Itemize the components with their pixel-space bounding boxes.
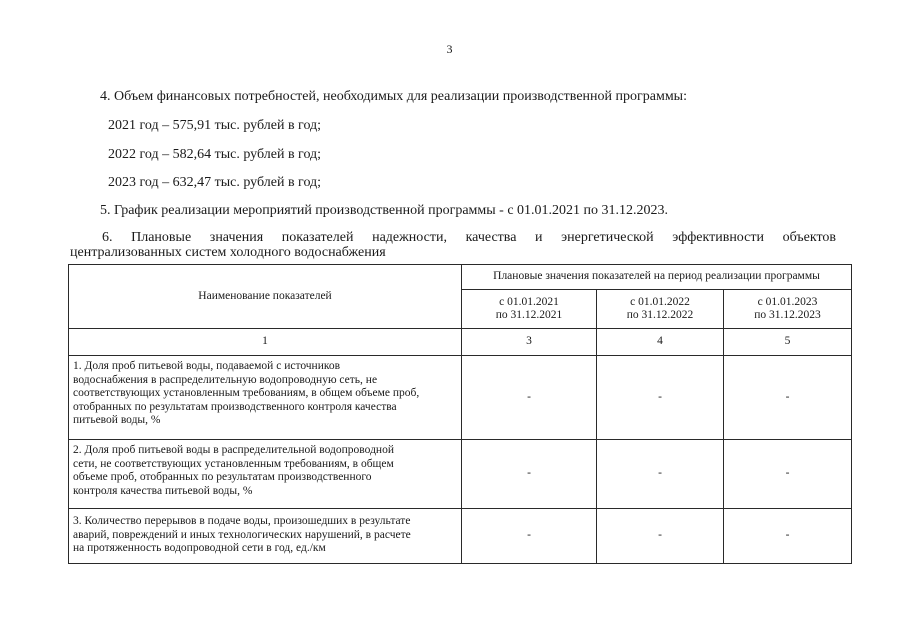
period-2021-to: по 31.12.2021 — [495, 309, 563, 321]
indicator-line: 3. Количество перерывов в подаче воды, произошедших в результате — [73, 515, 411, 527]
indicator-name — [69, 509, 462, 564]
table-row — [69, 509, 852, 564]
indicator-value-2022: - — [597, 509, 724, 564]
section-4-financial-needs: 4. Объем финансовых потребностей, необходимых для реализации производственной программы: — [100, 89, 687, 104]
indicator-value-2023: - — [724, 440, 852, 509]
section-6-line-1: 6. Плановые значения показателей надежности, качества и энергетической эффективности объектов — [102, 230, 836, 245]
period-2023-to: по 31.12.2023 — [754, 309, 821, 321]
table-row — [69, 440, 852, 509]
column-number: 5 — [724, 329, 852, 356]
indicator-value-2023: - — [724, 356, 852, 440]
section-6-line-2: централизованных систем холодного водоснабжения — [70, 245, 386, 260]
table-row — [69, 356, 852, 440]
indicator-name — [69, 440, 462, 509]
period-2022-from: с 01.01.2022 — [630, 295, 690, 308]
period-2022-to: по 31.12.2022 — [626, 309, 694, 321]
indicator-value-2022: - — [597, 356, 724, 440]
indicator-line: на протяженность водопроводной сети в год, ед./км — [73, 542, 326, 554]
indicator-line: водоснабжения в распределительную водопроводную сеть, не — [73, 373, 378, 386]
period-2021-from: с 01.01.2021 — [499, 295, 559, 308]
year-2021-amount: 2021 год – 575,91 тыс. рублей в год; — [108, 118, 322, 133]
page-number: 3 — [446, 42, 453, 56]
indicator-value-2021: - — [462, 440, 597, 509]
indicator-line: отобранных по результатам производственного контроля качества — [73, 400, 397, 413]
indicators-table — [68, 264, 852, 564]
indicator-line: питьевой воды, % — [73, 414, 161, 426]
section-6-table-title — [70, 230, 836, 260]
table-header-row — [69, 265, 852, 290]
column-number: 4 — [597, 329, 724, 356]
indicator-value-2023: - — [724, 509, 852, 564]
section-5-schedule: 5. График реализации мероприятий производственной программы - с 01.01.2021 по 31.12.2023. — [100, 203, 669, 218]
header-period-2021 — [462, 290, 597, 329]
table-column-numbers-row — [69, 329, 852, 356]
indicator-line: объеме проб, отобранных по результатам производственного — [73, 471, 372, 483]
header-indicator-name: Наименование показателей — [69, 265, 462, 329]
header-planned-values: Плановые значения показателей на период реализации программы — [462, 265, 852, 290]
period-2023-from: с 01.01.2023 — [757, 295, 818, 308]
indicator-line: сети, не соответствующих установленным требованиям, в общем — [73, 457, 394, 470]
indicator-value-2022: - — [597, 440, 724, 509]
indicator-name — [69, 356, 462, 440]
indicator-value-2021: - — [462, 356, 597, 440]
column-number: 1 — [69, 329, 462, 356]
indicator-line: 1. Доля проб питьевой воды, подаваемой с источников — [73, 360, 341, 372]
year-2023-amount: 2023 год – 632,47 тыс. рублей в год; — [108, 175, 322, 190]
year-2022-amount: 2022 год – 582,64 тыс. рублей в год; — [108, 147, 322, 162]
header-period-2023 — [724, 290, 852, 329]
column-number: 3 — [462, 329, 597, 356]
indicator-line: контроля качества питьевой воды, % — [73, 484, 253, 497]
indicator-line: аварий, повреждений и иных технологических нарушений, в расчете — [73, 528, 411, 541]
indicator-line: 2. Доля проб питьевой воды в распределительной водопроводной — [73, 444, 394, 456]
indicator-line: соответствующих установленным требованиям, в общем объеме проб, — [73, 387, 420, 399]
header-period-2022 — [597, 290, 724, 329]
indicator-value-2021: - — [462, 509, 597, 564]
